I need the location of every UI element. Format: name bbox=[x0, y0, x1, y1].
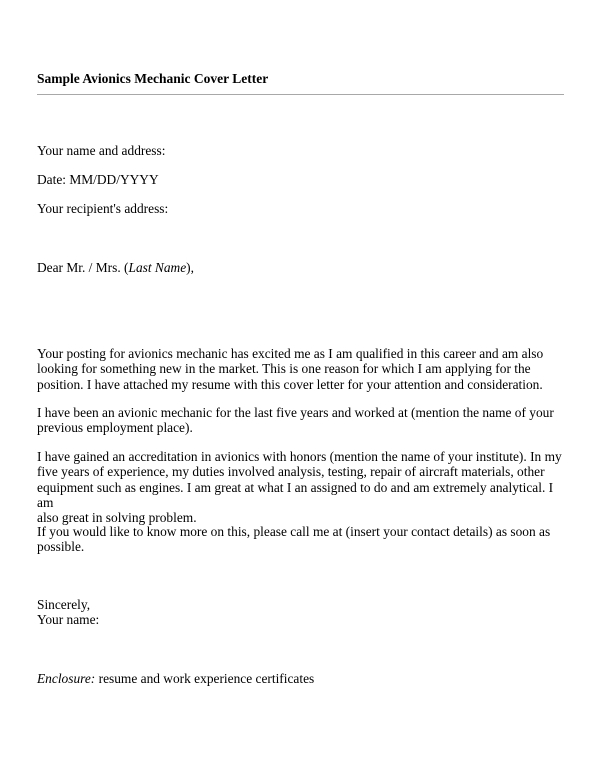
enclosure bbox=[37, 671, 314, 686]
valediction: Sincerely, bbox=[37, 597, 91, 612]
paragraph-line: five years of experience, my duties involved analysis, testing, repair of aircraft materials, other bbox=[37, 464, 545, 480]
body-paragraph-1 bbox=[37, 346, 567, 392]
salutation-suffix: ), bbox=[186, 260, 194, 275]
salutation-placeholder: Last Name bbox=[128, 260, 187, 275]
paragraph-line: equipment such as engines. I am great at what I an assigned to do and am extremely analytical. I am bbox=[37, 479, 554, 510]
salutation bbox=[37, 260, 194, 275]
document-title: Sample Avionics Mechanic Cover Letter bbox=[37, 71, 269, 86]
body-paragraph-2 bbox=[37, 405, 567, 436]
paragraph-line: looking for something new in the market. This is one reason for which I am applying for the bbox=[37, 361, 531, 377]
body-paragraph-3 bbox=[37, 449, 567, 525]
paragraph-line: Your posting for avionics mechanic has excited me as I am qualified in this career and am also bbox=[37, 346, 544, 361]
signature-line: Your name: bbox=[37, 612, 100, 628]
body-paragraph-4 bbox=[37, 524, 567, 555]
paragraph-line: possible. bbox=[37, 539, 85, 555]
paragraph-line: If you would like to know more on this, please call me at (insert your contact details) as soon as bbox=[37, 524, 551, 539]
date-field: Date: MM/DD/YYYY bbox=[37, 172, 159, 187]
enclosure-label: Enclosure: bbox=[37, 671, 96, 686]
paragraph-line: previous employment place). bbox=[37, 420, 193, 436]
paragraph-line: position. I have attached my resume with this cover letter for your attention and consideration. bbox=[37, 376, 543, 392]
title-divider bbox=[37, 94, 564, 95]
enclosure-text: resume and work experience certificates bbox=[95, 671, 315, 686]
paragraph-line: I have gained an accreditation in avionics with honors (mention the name of your institute). In my bbox=[37, 449, 562, 464]
paragraph-line: I have been an avionic mechanic for the last five years and worked at (mention the name of your bbox=[37, 405, 554, 420]
recipient-address-field: Your recipient's address: bbox=[37, 201, 169, 216]
salutation-prefix: Dear Mr. / Mrs. ( bbox=[37, 260, 129, 275]
closing bbox=[37, 597, 567, 628]
name-address-field: Your name and address: bbox=[37, 143, 166, 158]
paragraph-line: also great in solving problem. bbox=[37, 510, 197, 526]
